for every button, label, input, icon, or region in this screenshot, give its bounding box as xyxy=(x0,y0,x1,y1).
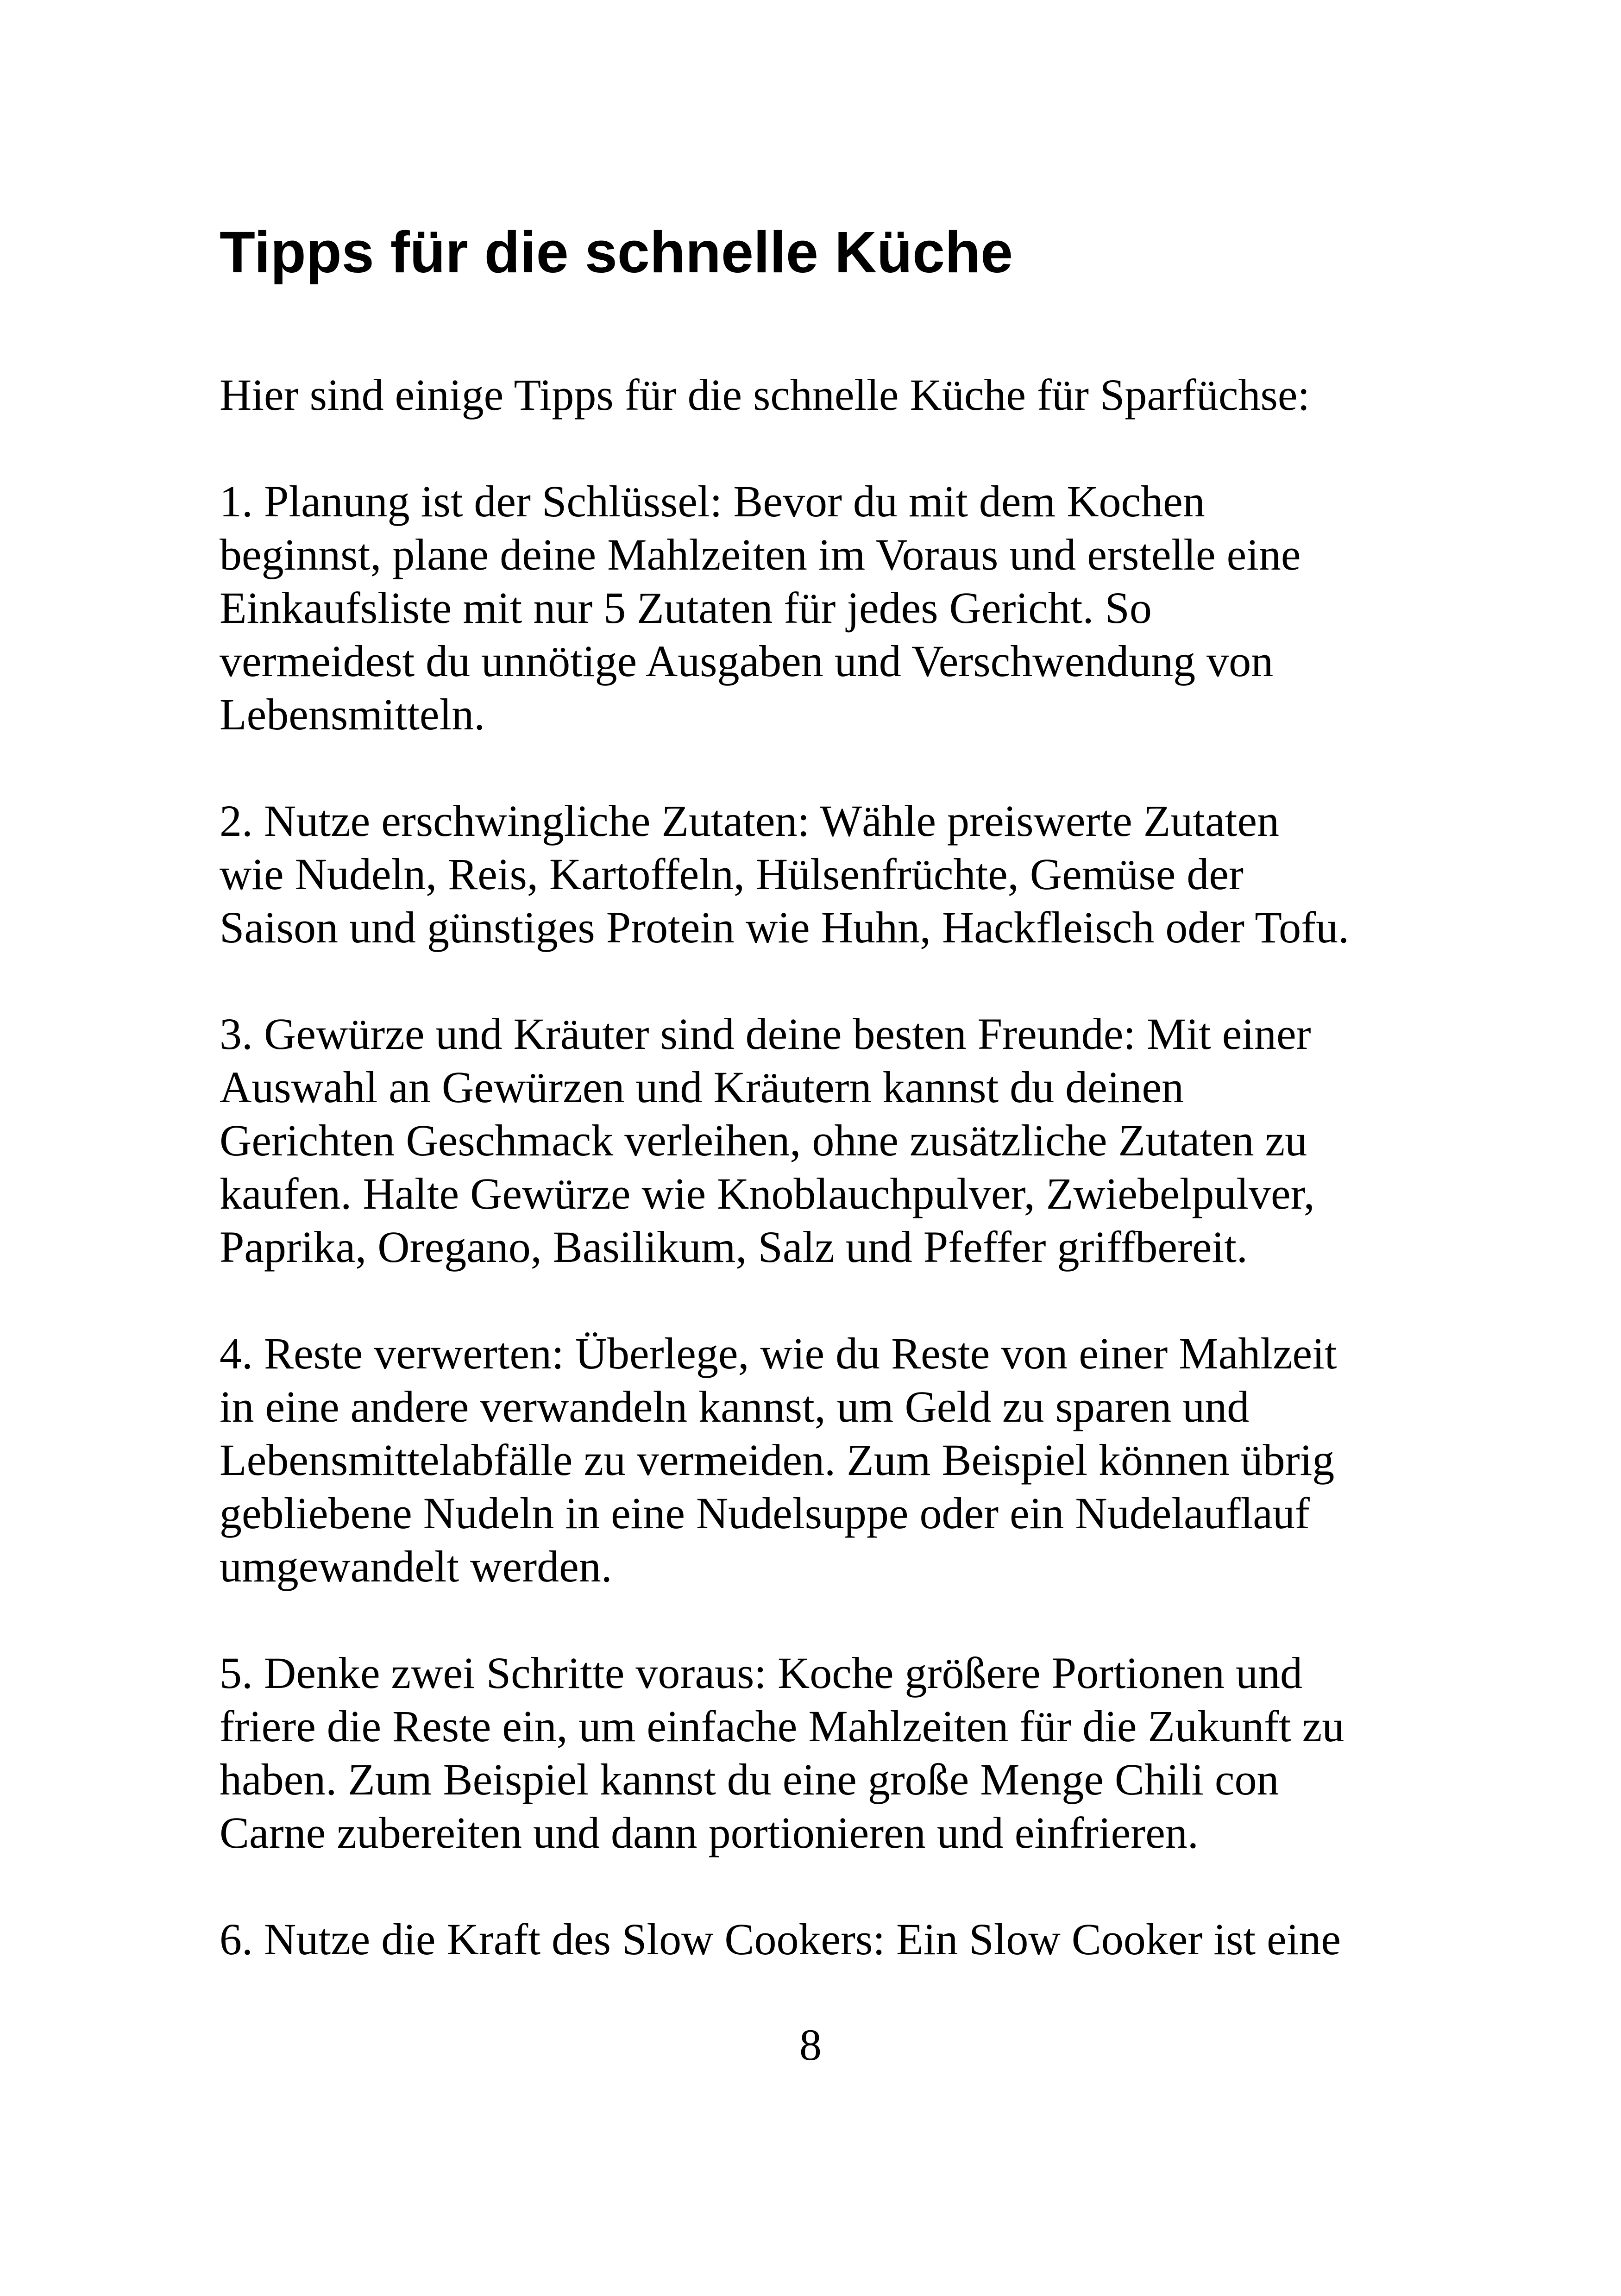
page-number: 8 xyxy=(799,2020,822,2070)
tip-1-line-1: 1. Planung ist der Schlüssel: Bevor du mit dem Kochen xyxy=(220,477,1205,526)
tip-3-line-5: Paprika, Oregano, Basilikum, Salz und Pfeffer griffbereit. xyxy=(220,1222,1248,1272)
page-title: Tipps für die schnelle Küche xyxy=(220,220,1013,285)
paragraph-gap xyxy=(220,954,1433,1007)
tip-2-line-3: Saison und günstiges Protein wie Huhn, Hackfleisch oder Tofu. xyxy=(220,903,1350,952)
tip-1-paragraph xyxy=(220,475,1433,741)
tip-5-line-2: friere die Reste ein, um einfache Mahlzeiten für die Zukunft zu xyxy=(220,1701,1345,1751)
tip-5-paragraph xyxy=(220,1646,1433,1859)
tip-6-line-1: 6. Nutze die Kraft des Slow Cookers: Ein Slow Cooker ist eine xyxy=(220,1914,1341,1964)
tip-4-line-1: 4. Reste verwerten: Überlege, wie du Reste von einer Mahlzeit xyxy=(220,1329,1337,1378)
paragraph-gap xyxy=(220,741,1433,794)
tip-5-line-4: Carne zubereiten und dann portionieren und einfrieren. xyxy=(220,1808,1199,1857)
paragraph-gap xyxy=(220,1273,1433,1327)
tip-3-paragraph xyxy=(220,1007,1433,1273)
tip-2-line-1: 2. Nutze erschwingliche Zutaten: Wähle preiswerte Zutaten xyxy=(220,796,1279,846)
tip-6-paragraph xyxy=(220,1913,1433,1966)
tip-4-paragraph xyxy=(220,1327,1433,1593)
tip-3-line-2: Auswahl an Gewürzen und Kräutern kannst du deinen xyxy=(220,1062,1184,1112)
tip-3-line-4: kaufen. Halte Gewürze wie Knoblauchpulver, Zwiebelpulver, xyxy=(220,1169,1315,1218)
tip-4-line-2: in eine andere verwandeln kannst, um Geld zu sparen und xyxy=(220,1382,1250,1431)
tip-4-line-3: Lebensmittelabfälle zu vermeiden. Zum Beispiel können übrig xyxy=(220,1435,1335,1485)
tip-1-line-5: Lebensmitteln. xyxy=(220,690,485,739)
tip-5-line-3: haben. Zum Beispiel kannst du eine große Menge Chili con xyxy=(220,1755,1279,1804)
tip-3-line-3: Gerichten Geschmack verleihen, ohne zusätzliche Zutaten zu xyxy=(220,1116,1307,1165)
tip-2-line-2: wie Nudeln, Reis, Kartoffeln, Hülsenfrüchte, Gemüse der xyxy=(220,849,1244,899)
tip-5-line-1: 5. Denke zwei Schritte voraus: Koche größere Portionen und xyxy=(220,1648,1302,1698)
intro-paragraph: Hier sind einige Tipps für die schnelle Küche für Sparfüchse: xyxy=(220,370,1310,420)
body-text xyxy=(220,368,1433,1966)
paragraph-gap xyxy=(220,1859,1433,1913)
tip-2-paragraph xyxy=(220,794,1433,954)
tip-4-line-4: gebliebene Nudeln in eine Nudelsuppe oder ein Nudelauflauf xyxy=(220,1488,1310,1538)
paragraph-gap xyxy=(220,421,1433,475)
tip-4-line-5: umgewandelt werden. xyxy=(220,1542,612,1591)
tip-1-line-2: beginnst, plane deine Mahlzeiten im Voraus und erstelle eine xyxy=(220,530,1301,579)
tip-3-line-1: 3. Gewürze und Kräuter sind deine besten Freunde: Mit einer xyxy=(220,1009,1311,1059)
tip-1-line-4: vermeidest du unnötige Ausgaben und Verschwendung von xyxy=(220,636,1274,686)
paragraph-gap xyxy=(220,1593,1433,1646)
tip-1-line-3: Einkaufsliste mit nur 5 Zutaten für jedes Gericht. So xyxy=(220,583,1152,633)
